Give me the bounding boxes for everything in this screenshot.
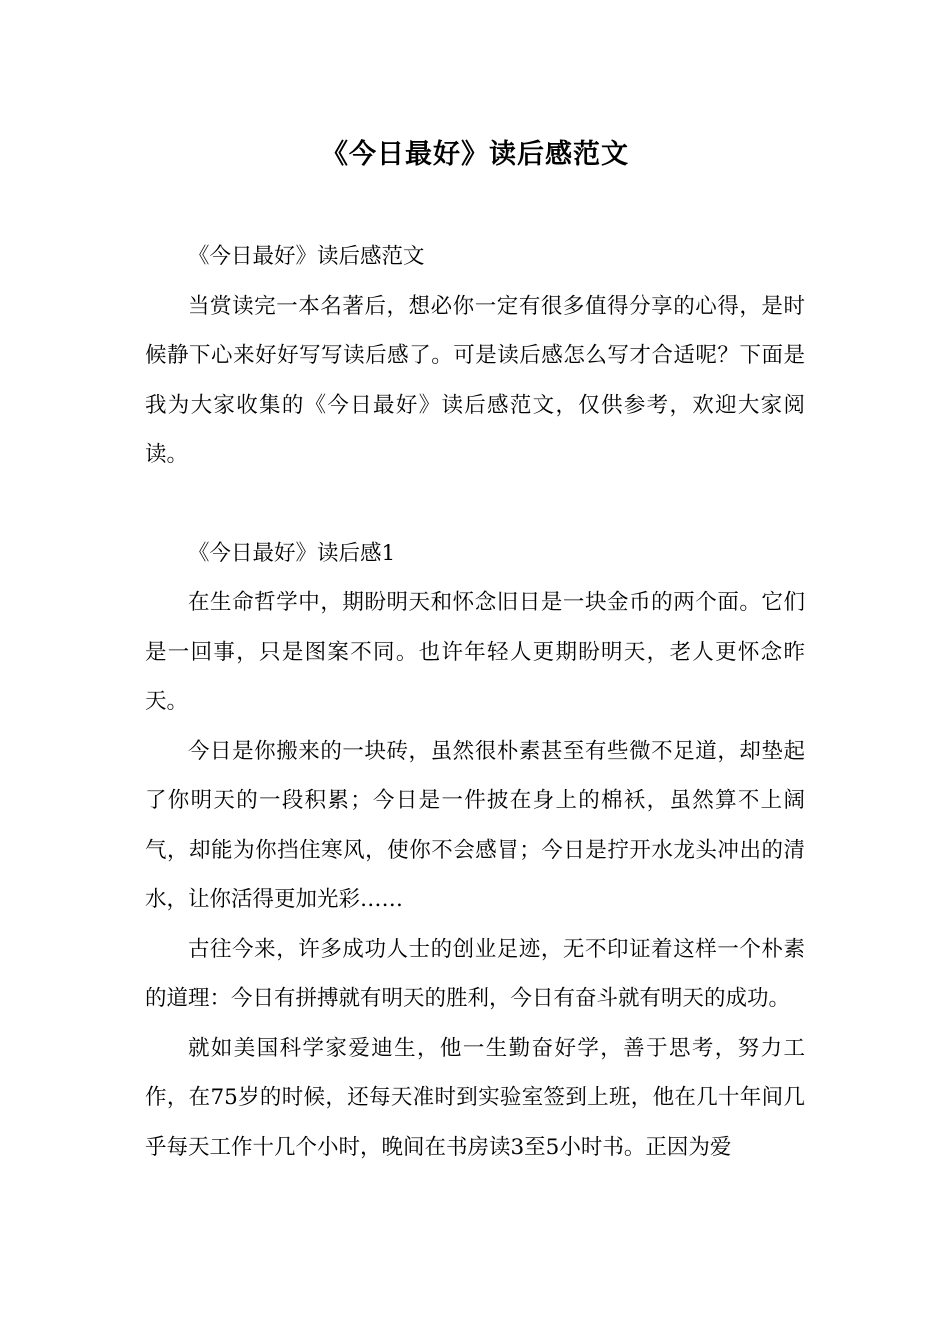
document-title: 《今日最好》读后感范文 — [321, 139, 629, 170]
paragraph: 今日是你搬来的一块砖，虽然很朴素甚至有些微不足道，却垫起了你明天的一段积累；今日是一件披在身上的棉袄，虽然算不上阔气，却能为你挡住寒风，使你不会感冒；今日是拧开水龙头冲出的清水，让你活得更加光彩…… — [145, 738, 805, 912]
paragraph: 古往今来，许多成功人士的创业足迹，无不印证着这样一个朴素的道理：今日有拼搏就有明天的胜利，今日有奋斗就有明天的成功。 — [145, 936, 805, 1011]
section-heading: 《今日最好》读后感1 — [188, 540, 396, 566]
paragraph-intro: 当赏读完一本名著后，想必你一定有很多值得分享的心得，是时候静下心来好好写写读后感了。可是读后感怎么写才合适呢？下面是我为大家收集的《今日最好》读后感范文，仅供参考，欢迎大家阅读。 — [145, 293, 805, 467]
paragraph: 在生命哲学中，期盼明天和怀念旧日是一块金币的两个面。它们是一回事，只是图案不同。也许年轻人更期盼明天，老人更怀念昨天。 — [145, 590, 805, 714]
paragraph-subtitle: 《今日最好》读后感范文 — [188, 244, 425, 269]
document-body — [145, 232, 805, 1172]
paragraph: 就如美国科学家爱迪生，他一生勤奋好学，善于思考，努力工作，在75岁的时候，还每天准时到实验室签到上班，他在几十年间几乎每天工作十几个小时，晚间在书房读3至5小时书。正因为爱 — [145, 1035, 805, 1160]
